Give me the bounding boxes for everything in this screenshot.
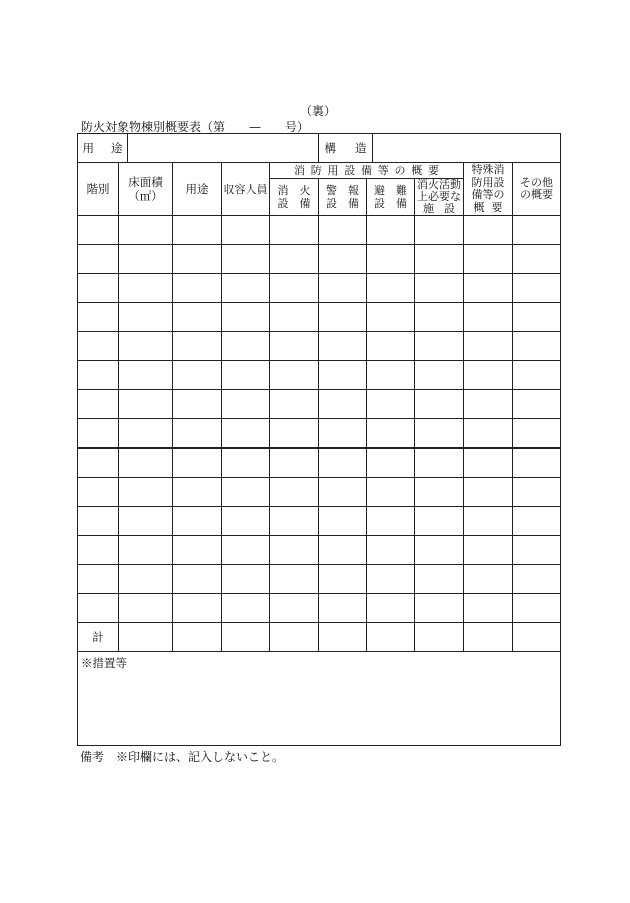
- fire-extinguishing-cell: [269, 273, 319, 303]
- special-equipment-cell: [463, 477, 513, 507]
- capacity-cell: [221, 389, 270, 419]
- floor-cell: [77, 360, 119, 390]
- other-cell: [512, 477, 561, 507]
- floor-area-cell: [118, 273, 173, 303]
- firefighting-facility-header: [414, 178, 464, 216]
- floor-cell: [77, 331, 119, 361]
- floor-area-cell: [118, 389, 173, 419]
- alarm-cell: [318, 273, 367, 303]
- use-cell: [172, 273, 222, 303]
- capacity-cell: [221, 564, 270, 594]
- use-header-label: 用途: [185, 181, 209, 196]
- use-header: [172, 162, 222, 216]
- capacity-cell: [221, 331, 270, 361]
- evacuation-cell: [366, 593, 415, 623]
- capacity-header: [221, 162, 270, 216]
- floor-cell: [77, 477, 119, 507]
- special-equipment-cell: [463, 535, 513, 565]
- fire-extinguishing-line: 設備: [277, 197, 311, 210]
- capacity-cell: [221, 506, 270, 536]
- special-equipment-cell: [463, 273, 513, 303]
- floor-area-cell: [118, 215, 173, 245]
- other-cell: [512, 448, 561, 478]
- evacuation-cell: [366, 448, 415, 478]
- table-row: [77, 593, 561, 623]
- floor-cell: [77, 448, 119, 478]
- alarm-line: 警報: [326, 184, 359, 197]
- form-title: 防火対象物棟別概要表（第 — 号）: [81, 120, 310, 134]
- total-capacity-cell: [221, 622, 270, 652]
- firefighting-facility-cell: [414, 215, 464, 245]
- capacity-cell: [221, 273, 270, 303]
- capacity-cell: [221, 535, 270, 565]
- capacity-cell: [221, 593, 270, 623]
- table-row: [77, 535, 561, 565]
- special-equipment-cell: [463, 244, 513, 274]
- alarm-line: 設備: [326, 197, 359, 210]
- evacuation-header: [366, 178, 415, 216]
- alarm-cell: [318, 506, 367, 536]
- fire-extinguishing-cell: [269, 302, 319, 332]
- special-equipment-line: 備等の: [471, 188, 505, 201]
- alarm-cell: [318, 564, 367, 594]
- floor-area-cell: [118, 244, 173, 274]
- special-equipment-cell: [463, 215, 513, 245]
- fire-extinguishing-cell: [269, 535, 319, 565]
- floor-header: [77, 162, 119, 216]
- floor-cell: [77, 244, 119, 274]
- floor-cell: [77, 564, 119, 594]
- total-alarm-cell: [318, 622, 367, 652]
- capacity-cell: [221, 448, 270, 478]
- evacuation-cell: [366, 360, 415, 390]
- total-firefighting-facility-cell: [414, 622, 464, 652]
- other-cell: [512, 506, 561, 536]
- fire-extinguishing-cell: [269, 506, 319, 536]
- capacity-header-label: 収容人員: [223, 182, 268, 196]
- use-cell: [172, 593, 222, 623]
- fire-extinguishing-cell: [269, 564, 319, 594]
- fire-equipment-group-header: [269, 162, 464, 179]
- summary-table: [77, 133, 561, 746]
- special-equipment-cell: [463, 302, 513, 332]
- use-cell: [172, 331, 222, 361]
- other-header-line: その他: [520, 176, 553, 189]
- reverse-side-mark: （裏）: [300, 104, 337, 118]
- firefighting-facility-cell: [414, 331, 464, 361]
- capacity-cell: [221, 360, 270, 390]
- floor-cell: [77, 506, 119, 536]
- capacity-cell: [221, 302, 270, 332]
- alarm-cell: [318, 215, 367, 245]
- firefighting-facility-cell: [414, 477, 464, 507]
- table-row: [77, 506, 561, 536]
- floor-area-cell: [118, 477, 173, 507]
- other-cell: [512, 360, 561, 390]
- capacity-cell: [221, 244, 270, 274]
- other-cell: [512, 273, 561, 303]
- table-row: [77, 331, 561, 361]
- floor-area-cell: [118, 448, 173, 478]
- structure-label: 構造: [324, 140, 367, 155]
- firefighting-facility-line: 施設: [423, 202, 455, 215]
- alarm-cell: [318, 418, 367, 448]
- use-cell: [172, 215, 222, 245]
- table-row: [77, 244, 561, 274]
- firefighting-facility-cell: [414, 273, 464, 303]
- floor-area-cell: [118, 331, 173, 361]
- fire-extinguishing-cell: [269, 418, 319, 448]
- evacuation-cell: [366, 477, 415, 507]
- firefighting-facility-line: 上必要な: [417, 190, 461, 203]
- alarm-cell: [318, 360, 367, 390]
- table-row: [77, 564, 561, 594]
- firefighting-facility-cell: [414, 506, 464, 536]
- special-equipment-cell: [463, 360, 513, 390]
- fire-extinguishing-cell: [269, 389, 319, 419]
- evacuation-cell: [366, 302, 415, 332]
- floor-area-cell: [118, 302, 173, 332]
- alarm-header: [318, 178, 367, 216]
- floor-cell: [77, 389, 119, 419]
- use-cell: [172, 535, 222, 565]
- capacity-cell: [221, 418, 270, 448]
- alarm-cell: [318, 477, 367, 507]
- firefighting-facility-cell: [414, 244, 464, 274]
- use-cell: [172, 506, 222, 536]
- total-use-cell: [172, 622, 222, 652]
- floor-cell: [77, 302, 119, 332]
- measures-label: ※措置等: [81, 656, 127, 670]
- fire-extinguishing-cell: [269, 331, 319, 361]
- floor-header-label: 階別: [86, 181, 110, 196]
- special-equipment-line: 概要: [473, 200, 503, 214]
- table-row: [77, 360, 561, 390]
- floor-area-cell: [118, 535, 173, 565]
- floor-area-header: [118, 162, 173, 216]
- evacuation-cell: [366, 273, 415, 303]
- total-evacuation-cell: [366, 622, 415, 652]
- fire-extinguishing-cell: [269, 448, 319, 478]
- structure-label-cell: [318, 133, 373, 163]
- firefighting-facility-cell: [414, 302, 464, 332]
- other-cell: [512, 331, 561, 361]
- special-equipment-header: [463, 162, 513, 216]
- evacuation-cell: [366, 389, 415, 419]
- use-label: 用途: [82, 140, 123, 155]
- floor-area-cell: [118, 506, 173, 536]
- use-cell: [172, 360, 222, 390]
- other-cell: [512, 418, 561, 448]
- other-cell: [512, 389, 561, 419]
- other-cell: [512, 215, 561, 245]
- table-row: [77, 389, 561, 419]
- special-equipment-cell: [463, 448, 513, 478]
- special-equipment-cell: [463, 418, 513, 448]
- special-equipment-cell: [463, 389, 513, 419]
- total-label-cell: [77, 622, 119, 652]
- table-row: [77, 273, 561, 303]
- floor-cell: [77, 593, 119, 623]
- evacuation-line: 設備: [374, 197, 407, 210]
- total-label: 計: [92, 629, 104, 644]
- use-cell: [172, 477, 222, 507]
- alarm-cell: [318, 535, 367, 565]
- other-cell: [512, 244, 561, 274]
- other-cell: [512, 535, 561, 565]
- total-special-equipment-cell: [463, 622, 513, 652]
- alarm-cell: [318, 389, 367, 419]
- capacity-cell: [221, 477, 270, 507]
- special-equipment-cell: [463, 564, 513, 594]
- firefighting-facility-cell: [414, 535, 464, 565]
- alarm-cell: [318, 448, 367, 478]
- floor-area-cell: [118, 418, 173, 448]
- remarks-note: 備考 ※印欄には、記入しないこと。: [80, 750, 285, 764]
- capacity-cell: [221, 215, 270, 245]
- special-equipment-cell: [463, 593, 513, 623]
- measures-cell: [77, 651, 561, 746]
- firefighting-facility-cell: [414, 389, 464, 419]
- use-cell: [172, 244, 222, 274]
- alarm-cell: [318, 302, 367, 332]
- table-row: [77, 477, 561, 507]
- firefighting-facility-line: 消火活動: [417, 178, 461, 191]
- floor-cell: [77, 418, 119, 448]
- floor-area-cell: [118, 360, 173, 390]
- floor-area-cell: [118, 564, 173, 594]
- fire-equipment-group-label: 消防用設備等の概要: [294, 164, 439, 177]
- table-row: [77, 448, 561, 478]
- evacuation-line: 避難: [374, 184, 407, 197]
- firefighting-facility-cell: [414, 564, 464, 594]
- total-row: [77, 622, 561, 652]
- special-equipment-line: 防用設: [471, 175, 505, 189]
- evacuation-cell: [366, 564, 415, 594]
- alarm-cell: [318, 244, 367, 274]
- firefighting-facility-cell: [414, 418, 464, 448]
- floor-area-unit: （㎡）: [128, 189, 163, 203]
- structure-value-cell: [372, 133, 561, 163]
- fire-extinguishing-cell: [269, 593, 319, 623]
- fire-extinguishing-line: 消火: [277, 184, 311, 197]
- firefighting-facility-cell: [414, 360, 464, 390]
- use-label-cell: [77, 133, 128, 163]
- evacuation-cell: [366, 331, 415, 361]
- table-row: [77, 418, 561, 448]
- floor-cell: [77, 215, 119, 245]
- evacuation-cell: [366, 506, 415, 536]
- table-row: [77, 215, 561, 245]
- floor-area-header-line: 床面積: [128, 175, 163, 189]
- use-cell: [172, 564, 222, 594]
- other-cell: [512, 564, 561, 594]
- evacuation-cell: [366, 215, 415, 245]
- other-cell: [512, 302, 561, 332]
- total-fire-extinguishing-cell: [269, 622, 319, 652]
- alarm-cell: [318, 331, 367, 361]
- special-equipment-cell: [463, 506, 513, 536]
- evacuation-cell: [366, 418, 415, 448]
- fire-extinguishing-header: [269, 178, 319, 216]
- floor-area-cell: [118, 593, 173, 623]
- floor-cell: [77, 273, 119, 303]
- other-header: [512, 162, 561, 216]
- floor-cell: [77, 535, 119, 565]
- other-cell: [512, 593, 561, 623]
- alarm-cell: [318, 593, 367, 623]
- special-equipment-cell: [463, 331, 513, 361]
- fire-extinguishing-cell: [269, 215, 319, 245]
- evacuation-cell: [366, 244, 415, 274]
- fire-extinguishing-cell: [269, 360, 319, 390]
- firefighting-facility-cell: [414, 593, 464, 623]
- total-floor-area-cell: [118, 622, 173, 652]
- total-other-cell: [512, 622, 561, 652]
- use-value-cell: [127, 133, 319, 163]
- firefighting-facility-cell: [414, 448, 464, 478]
- other-header-line: の概要: [520, 188, 553, 201]
- fire-extinguishing-cell: [269, 244, 319, 274]
- table-row: [77, 302, 561, 332]
- evacuation-cell: [366, 535, 415, 565]
- use-cell: [172, 418, 222, 448]
- use-cell: [172, 448, 222, 478]
- special-equipment-line: 特殊消: [471, 163, 505, 176]
- use-cell: [172, 389, 222, 419]
- use-cell: [172, 302, 222, 332]
- fire-extinguishing-cell: [269, 477, 319, 507]
